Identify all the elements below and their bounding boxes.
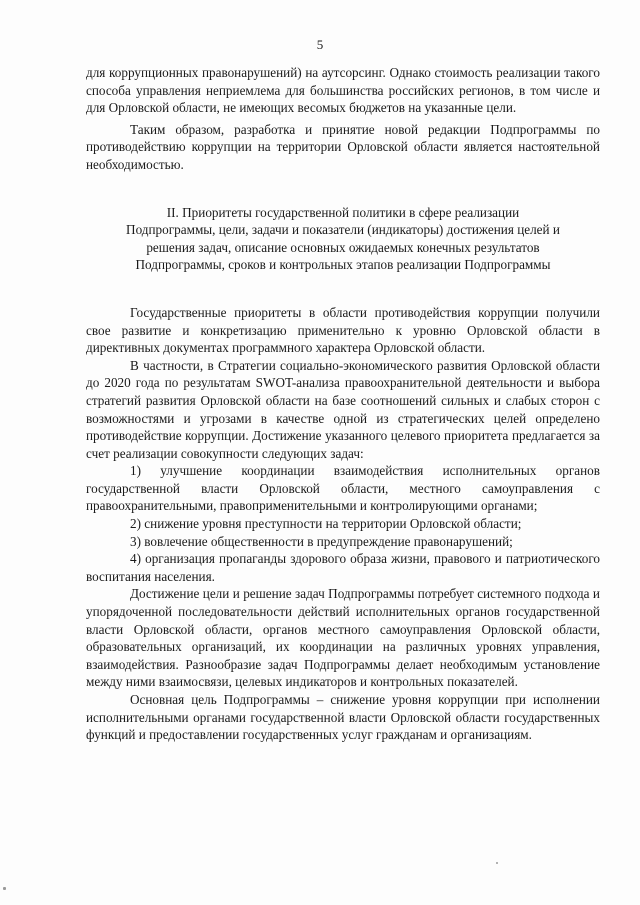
- document-body: [86, 64, 600, 744]
- paragraph-systemic-approach: Достижение цели и решение задач Подпрограммы потребует системного подхода и упорядоченной последовательности действий исполнительных органов государственной власти Орловской области, органов местного самоуправления Орловской области, образовательных организаций, их координации на различных уровнях управления, взаимодействия. Разнообразие задач Подпрограммы делает необходимым установление между ними взаимосвязи, целевых индикаторов и контрольных показателей.: [86, 586, 600, 690]
- page-number: 5: [316, 37, 324, 52]
- list-item-crime-reduction: 2) снижение уровня преступности на территории Орловской области;: [130, 516, 522, 532]
- scan-speck: [496, 862, 498, 864]
- paragraph-conclusion-new-edition: Таким образом, разработка и принятие новой редакции Подпрограммы по противодействию коррупции на территории Орловской области является настоятельной необходимостью.: [86, 121, 600, 172]
- list-item-coordination: 1) улучшение координации взаимодействия исполнительных органов государственной власти Орловской области, местного самоуправления с правоохранительными, правоприменительными и контролирующими органами;: [86, 463, 600, 514]
- paragraph-outsourcing-cost: для коррупционных правонарушений) на аутсорсинг. Однако стоимость реализации такого способа управления неприемлема для большинства российских регионов, в том числе и для Орловской области, не имеющих весомых бюджетов на указанные цели.: [86, 65, 600, 116]
- list-item-healthy-lifestyle: 4) организация пропаганды здорового образа жизни, правового и патриотического воспитания населения.: [86, 551, 600, 584]
- paragraph-state-priorities: Государственные приоритеты в области противодействия коррупции получили свое развитие и конкретизацию применительно к уровню Орловской области в директивных документах программного характера Орловской области.: [86, 304, 600, 356]
- scan-speck: [3, 887, 6, 890]
- paragraph-strategy-swot: В частности, в Стратегии социально-экономического развития Орловской области до 2020 года по результатам SWOT-анализа правоохранительной деятельности и выбора стратегий развития Орловской области на базе соотношений сильных и слабых сторон с возможностями и угрозами в качестве одной из стратегических целей определено противодействие коррупции. Достижение указанного целевого приоритета предлагается за счет реализации совокупности следующих задач:: [86, 357, 600, 461]
- paragraph-main-goal: Основная цель Подпрограммы – снижение уровня коррупции при исполнении исполнительными органами государственной власти Орловской области государственных функций и предоставлении государственных услуг гражданам и организациям.: [86, 692, 600, 743]
- section-heading-priorities: II. Приоритеты государственной политики в сфере реализации Подпрограммы, цели, задачи и показатели (индикаторы) достижения целей и решения задач, описание основных ожидаемых конечных результатов Подпрограммы, сроков и контрольных этапов реализации Подпрограммы: [126, 204, 560, 273]
- list-item-public-involvement: 3) вовлечение общественности в предупреждение правонарушений;: [130, 533, 513, 549]
